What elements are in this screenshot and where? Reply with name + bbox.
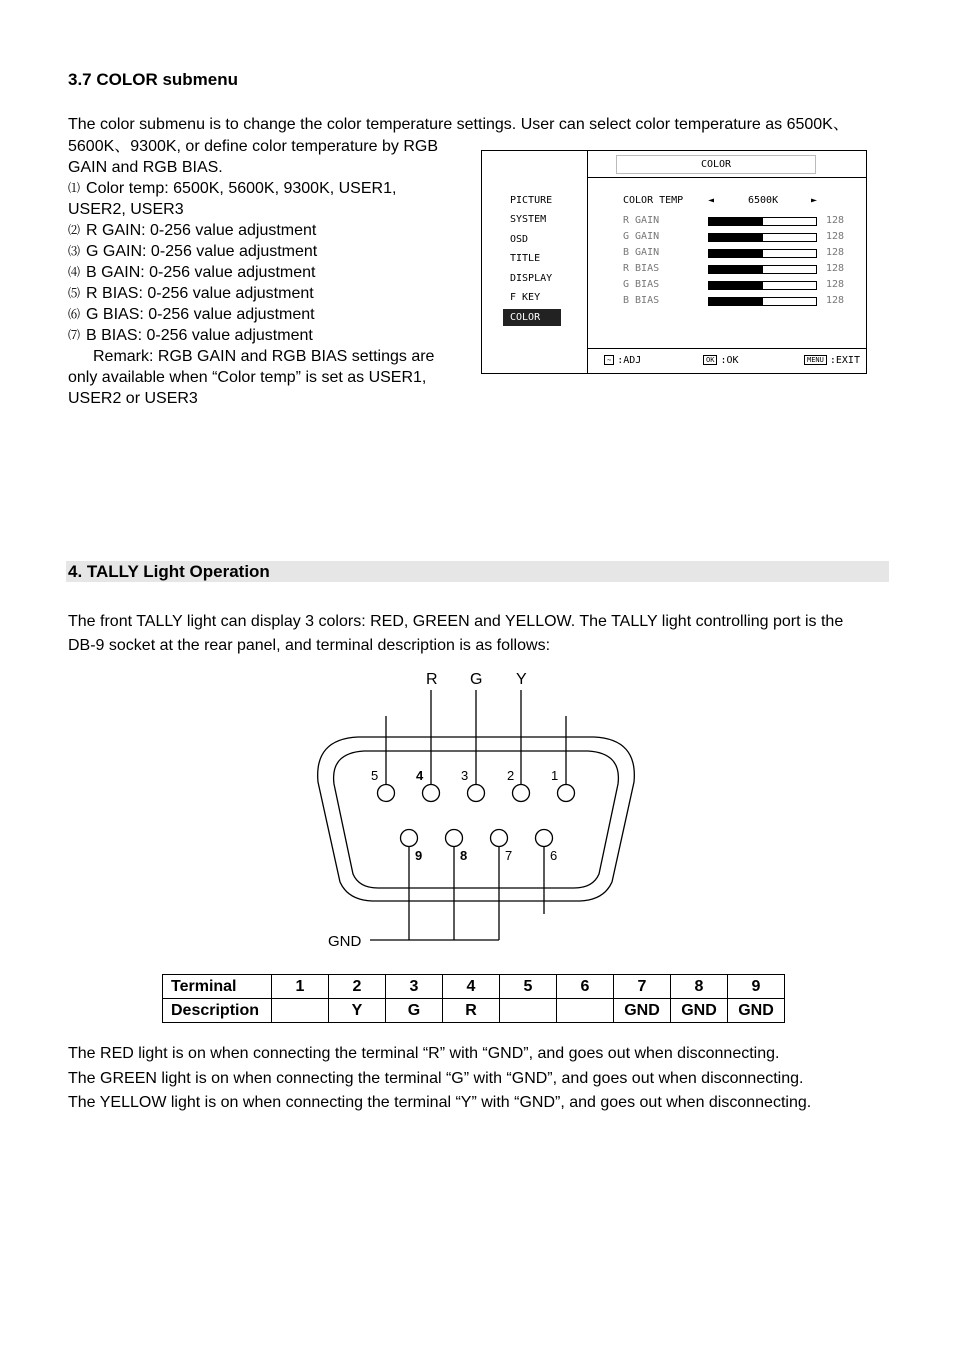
tally-description [68, 610, 898, 658]
item-number: ⑸ [68, 286, 81, 300]
table-cell: 7 [614, 975, 671, 999]
pin-7 [491, 830, 508, 847]
pin-9 [401, 830, 418, 847]
pin-2 [513, 785, 530, 802]
label-y: Y [516, 671, 527, 688]
tally-description-line: DB-9 socket at the rear panel, and terminal description is as follows: [68, 637, 551, 654]
table-cell: 1 [272, 975, 329, 999]
item-text: G GAIN: 0-256 value adjustment [86, 243, 318, 260]
osd-color-temp-value: 6500K [748, 195, 779, 206]
pin-label-6: 6 [550, 848, 558, 863]
tally-note-yellow: The YELLOW light is on when connecting the terminal “Y” with “GND”, and goes out when disconnecting. [68, 1094, 812, 1111]
table-cell: GND [671, 999, 728, 1023]
db9-connector-diagram [312, 662, 642, 952]
osd-menu-item-system: SYSTEM [510, 214, 547, 225]
item-text: R BIAS: 0-256 value adjustment [86, 285, 314, 302]
table-header-cell: Terminal [163, 975, 272, 999]
pin-label-3: 3 [461, 768, 469, 783]
osd-row-value: 128 [826, 263, 845, 274]
osd-menu-item-display: DISPLAY [510, 273, 553, 284]
table-cell: Y [329, 999, 386, 1023]
osd-level-bar [708, 249, 817, 258]
color-description-column [68, 136, 468, 409]
table-cell: 3 [386, 975, 443, 999]
item-number: ⑶ [68, 244, 81, 258]
pin-6 [536, 830, 553, 847]
osd-title: COLOR [616, 155, 816, 174]
table-cell: 4 [443, 975, 500, 999]
table-cell: 8 [671, 975, 728, 999]
table-cell: 2 [329, 975, 386, 999]
osd-menu-item-picture: PICTURE [510, 195, 553, 206]
item-text: Color temp: 6500K, 5600K, 9300K, USER1, [86, 180, 397, 197]
osd-menu-item-color: COLOR [503, 309, 561, 326]
item-number: ⑹ [68, 307, 81, 321]
pin-label-5: 5 [371, 768, 379, 783]
table-cell: GND [728, 999, 785, 1023]
osd-row-label: R BIAS [623, 263, 660, 274]
osd-footer-adj: ∼ :ADJ [604, 355, 641, 366]
tally-description-line: The front TALLY light can display 3 colors: RED, GREEN and YELLOW. The TALLY light controlling port is the [68, 613, 844, 630]
pin-label-1: 1 [551, 768, 559, 783]
osd-divider [587, 348, 867, 349]
ok-key-icon: OK [703, 355, 717, 365]
osd-level-bar [708, 217, 817, 226]
table-cell: 5 [500, 975, 557, 999]
pin-label-2: 2 [507, 768, 515, 783]
list-item [68, 220, 468, 241]
table-cell: 9 [728, 975, 785, 999]
item-number: ⑵ [68, 223, 81, 237]
osd-row-value: 128 [826, 295, 845, 306]
osd-menu-item-fkey: F KEY [510, 292, 541, 303]
osd-menu-item-title: TITLE [510, 253, 541, 264]
label-gnd: GND [328, 933, 362, 950]
table-header-cell: Description [163, 999, 272, 1023]
table-row [163, 975, 785, 999]
osd-row-value: 128 [826, 279, 845, 290]
color-intro-line: 5600K、9300K, or define color temperature by RGB [68, 138, 438, 155]
remark-text: USER2 or USER3 [68, 390, 198, 407]
pin-label-7: 7 [505, 848, 513, 863]
table-cell: G [386, 999, 443, 1023]
color-intro-line: The color submenu is to change the color temperature settings. User can select color temperature as 6500K、 [68, 116, 849, 133]
table-cell [272, 999, 329, 1023]
pin-label-4: 4 [416, 768, 424, 783]
list-item [68, 283, 468, 304]
remark-text: only available when “Color temp” is set as USER1, [68, 369, 427, 386]
section-heading-color-submenu: 3.7 COLOR submenu [68, 70, 239, 89]
osd-color-temp-label: COLOR TEMP [623, 195, 684, 206]
item-text: B GAIN: 0-256 value adjustment [86, 264, 316, 281]
item-text: G BIAS: 0-256 value adjustment [86, 306, 315, 323]
osd-divider [587, 151, 588, 373]
osd-divider [587, 177, 867, 178]
table-cell [500, 999, 557, 1023]
osd-row-label: G GAIN [623, 231, 660, 242]
osd-row-label: G BIAS [623, 279, 660, 290]
right-arrow-icon: ► [811, 195, 818, 206]
pin-3 [468, 785, 485, 802]
osd-footer-ok: OK :OK [703, 355, 739, 366]
item-number: ⑷ [68, 265, 81, 279]
label-r: R [426, 671, 438, 688]
list-item [68, 241, 468, 262]
osd-row-value: 128 [826, 247, 845, 258]
item-text: B BIAS: 0-256 value adjustment [86, 327, 313, 344]
pin-label-8: 8 [460, 848, 468, 863]
osd-color-menu-figure [481, 150, 867, 374]
table-cell: 6 [557, 975, 614, 999]
list-item [68, 325, 468, 346]
osd-level-bar [708, 281, 817, 290]
color-intro-line: GAIN and RGB BIAS. [68, 159, 223, 176]
list-item-continuation: USER2, USER3 [68, 201, 184, 218]
menu-key-icon: MENU [804, 355, 827, 365]
item-number: ⑴ [68, 181, 81, 195]
tally-notes [68, 1042, 908, 1116]
label-g: G [470, 671, 483, 688]
pin-8 [446, 830, 463, 847]
list-item [68, 262, 468, 283]
list-item [68, 178, 468, 199]
pin-5 [378, 785, 395, 802]
osd-menu-item-osd: OSD [510, 234, 529, 245]
osd-row-value: 128 [826, 215, 845, 226]
osd-level-bar [708, 297, 817, 306]
table-cell [557, 999, 614, 1023]
table-cell: R [443, 999, 500, 1023]
osd-row-label: B GAIN [623, 247, 660, 258]
osd-footer-exit: MENU :EXIT [804, 355, 860, 366]
item-text: R GAIN: 0-256 value adjustment [86, 222, 317, 239]
pin-label-9: 9 [415, 848, 423, 863]
osd-row-label: B BIAS [623, 295, 660, 306]
terminal-table [162, 974, 785, 1023]
adjust-key-icon: ∼ [604, 355, 614, 365]
remark-text: Remark: RGB GAIN and RGB BIAS settings are [93, 348, 435, 365]
table-row [163, 999, 785, 1023]
osd-level-bar [708, 233, 817, 242]
osd-row-value: 128 [826, 231, 845, 242]
list-item [68, 304, 468, 325]
pin-4 [423, 785, 440, 802]
item-number: ⑺ [68, 328, 81, 342]
osd-row-label: R GAIN [623, 215, 660, 226]
osd-level-bar [708, 265, 817, 274]
section-heading-tally: 4. TALLY Light Operation [66, 561, 889, 582]
left-arrow-icon: ◄ [708, 195, 715, 206]
tally-note-red: The RED light is on when connecting the terminal “R” with “GND”, and goes out when disconnecting. [68, 1045, 780, 1062]
pin-1 [558, 785, 575, 802]
table-cell: GND [614, 999, 671, 1023]
tally-note-green: The GREEN light is on when connecting the terminal “G” with “GND”, and goes out when disconnecting. [68, 1069, 804, 1087]
